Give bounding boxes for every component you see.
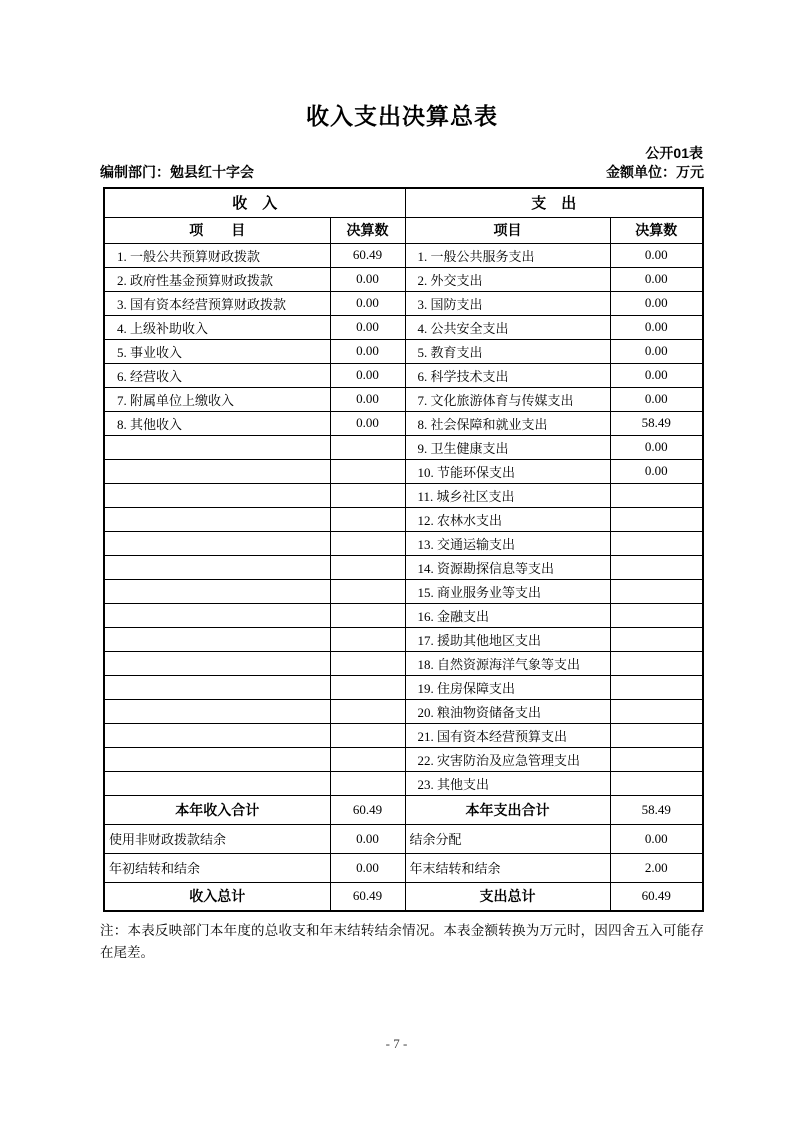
income-item-cell bbox=[104, 435, 330, 459]
expense-item-cell: 17. 援助其他地区支出 bbox=[405, 627, 610, 651]
table-row bbox=[104, 853, 703, 882]
income-item-cell bbox=[104, 627, 330, 651]
expense-item-cell: 支出总计 bbox=[405, 882, 610, 911]
page-number: - 7 - bbox=[385, 1036, 408, 1051]
expense-value-cell: 58.49 bbox=[610, 795, 703, 824]
expense-item-cell: 16. 金融支出 bbox=[405, 603, 610, 627]
income-value-cell bbox=[330, 483, 405, 507]
income-item-cell: 7. 附属单位上缴收入 bbox=[104, 387, 330, 411]
income-value-cell bbox=[330, 699, 405, 723]
income-value-header: 决算数 bbox=[330, 217, 405, 243]
income-value-cell bbox=[330, 531, 405, 555]
expense-value-cell bbox=[610, 507, 703, 531]
expense-value-cell bbox=[610, 675, 703, 699]
income-value-cell bbox=[330, 675, 405, 699]
table-row bbox=[104, 627, 703, 651]
income-value-cell: 0.00 bbox=[330, 315, 405, 339]
prepared-by-label: 编制部门：勉县红十字会 bbox=[100, 164, 254, 180]
table-row bbox=[104, 723, 703, 747]
income-value-cell: 0.00 bbox=[330, 339, 405, 363]
income-item-cell bbox=[104, 459, 330, 483]
expense-item-cell: 14. 资源勘探信息等支出 bbox=[405, 555, 610, 579]
income-item-cell bbox=[104, 531, 330, 555]
expense-value-cell bbox=[610, 627, 703, 651]
expense-section-header: 支 出 bbox=[405, 188, 703, 217]
income-item-cell bbox=[104, 483, 330, 507]
income-value-cell: 0.00 bbox=[330, 267, 405, 291]
expense-value-cell: 0.00 bbox=[610, 315, 703, 339]
income-value-cell bbox=[330, 747, 405, 771]
table-row bbox=[104, 603, 703, 627]
expense-item-cell: 4. 公共安全支出 bbox=[405, 315, 610, 339]
income-value-cell bbox=[330, 459, 405, 483]
income-value-cell bbox=[330, 507, 405, 531]
income-value-cell: 0.00 bbox=[330, 411, 405, 435]
income-item-header: 项 目 bbox=[104, 217, 330, 243]
table-row bbox=[104, 555, 703, 579]
expense-item-header: 项目 bbox=[405, 217, 610, 243]
table-row bbox=[104, 747, 703, 771]
table-row bbox=[104, 363, 703, 387]
income-item-cell bbox=[104, 555, 330, 579]
expense-value-cell: 0.00 bbox=[610, 267, 703, 291]
expense-item-cell: 15. 商业服务业等支出 bbox=[405, 579, 610, 603]
table-row bbox=[104, 387, 703, 411]
expense-item-cell: 22. 灾害防治及应急管理支出 bbox=[405, 747, 610, 771]
income-value-cell: 0.00 bbox=[330, 387, 405, 411]
expense-value-cell: 0.00 bbox=[610, 459, 703, 483]
expense-value-cell bbox=[610, 699, 703, 723]
table-row bbox=[104, 651, 703, 675]
income-value-cell: 60.49 bbox=[330, 795, 405, 824]
income-item-cell bbox=[104, 651, 330, 675]
table-row bbox=[104, 882, 703, 911]
section-header-row bbox=[104, 188, 703, 217]
footnote: 注：本表反映部门本年度的总收支和年末结转结余情况。本表金额转换为万元时，因四舍五入可能存在尾差。 bbox=[100, 923, 704, 960]
expense-value-cell bbox=[610, 747, 703, 771]
meta-row bbox=[100, 164, 704, 181]
expense-value-cell bbox=[610, 651, 703, 675]
income-item-cell: 收入总计 bbox=[104, 882, 330, 911]
income-value-cell bbox=[330, 627, 405, 651]
expense-value-cell: 0.00 bbox=[610, 824, 703, 853]
form-code-label: 公开01表 bbox=[645, 145, 703, 161]
expense-item-cell: 7. 文化旅游体育与传媒支出 bbox=[405, 387, 610, 411]
income-item-cell: 年初结转和结余 bbox=[104, 853, 330, 882]
amount-unit-label: 金额单位：万元 bbox=[606, 164, 704, 180]
expense-value-cell: 0.00 bbox=[610, 435, 703, 459]
expense-value-cell: 0.00 bbox=[610, 291, 703, 315]
expense-item-cell: 20. 粮油物资储备支出 bbox=[405, 699, 610, 723]
table-row bbox=[104, 699, 703, 723]
table-row bbox=[104, 291, 703, 315]
expense-item-cell: 23. 其他支出 bbox=[405, 771, 610, 795]
income-value-cell bbox=[330, 579, 405, 603]
expense-item-cell: 8. 社会保障和就业支出 bbox=[405, 411, 610, 435]
expense-value-cell: 0.00 bbox=[610, 387, 703, 411]
expense-value-cell: 0.00 bbox=[610, 339, 703, 363]
income-value-cell bbox=[330, 771, 405, 795]
income-item-cell bbox=[104, 723, 330, 747]
expense-value-cell bbox=[610, 579, 703, 603]
expense-item-cell: 18. 自然资源海洋气象等支出 bbox=[405, 651, 610, 675]
income-value-cell: 60.49 bbox=[330, 243, 405, 267]
table-row bbox=[104, 459, 703, 483]
income-value-cell: 0.00 bbox=[330, 824, 405, 853]
table-row bbox=[104, 507, 703, 531]
table-row bbox=[104, 824, 703, 853]
expense-item-cell: 12. 农林水支出 bbox=[405, 507, 610, 531]
income-item-cell: 本年收入合计 bbox=[104, 795, 330, 824]
income-item-cell: 3. 国有资本经营预算财政拨款 bbox=[104, 291, 330, 315]
income-item-cell: 5. 事业收入 bbox=[104, 339, 330, 363]
income-value-cell: 0.00 bbox=[330, 853, 405, 882]
table-row bbox=[104, 675, 703, 699]
expense-value-cell bbox=[610, 603, 703, 627]
expense-value-cell: 0.00 bbox=[610, 243, 703, 267]
expense-item-cell: 结余分配 bbox=[405, 824, 610, 853]
income-value-cell: 0.00 bbox=[330, 291, 405, 315]
income-item-cell bbox=[104, 675, 330, 699]
expense-value-cell: 58.49 bbox=[610, 411, 703, 435]
table-row bbox=[104, 483, 703, 507]
income-value-cell: 60.49 bbox=[330, 882, 405, 911]
table-row bbox=[104, 267, 703, 291]
expense-value-cell bbox=[610, 483, 703, 507]
expense-item-cell: 11. 城乡社区支出 bbox=[405, 483, 610, 507]
table-row bbox=[104, 411, 703, 435]
table-row bbox=[104, 243, 703, 267]
expense-value-cell: 2.00 bbox=[610, 853, 703, 882]
table-row bbox=[104, 795, 703, 824]
income-item-cell bbox=[104, 771, 330, 795]
expense-item-cell: 10. 节能环保支出 bbox=[405, 459, 610, 483]
column-header-row bbox=[104, 217, 703, 243]
income-item-cell: 6. 经营收入 bbox=[104, 363, 330, 387]
expense-value-cell bbox=[610, 723, 703, 747]
document-content bbox=[100, 103, 704, 964]
table-row bbox=[104, 435, 703, 459]
expense-item-cell: 6. 科学技术支出 bbox=[405, 363, 610, 387]
expense-item-cell: 本年支出合计 bbox=[405, 795, 610, 824]
income-item-cell bbox=[104, 747, 330, 771]
expense-item-cell: 年末结转和结余 bbox=[405, 853, 610, 882]
expense-item-cell: 13. 交通运输支出 bbox=[405, 531, 610, 555]
income-value-cell bbox=[330, 435, 405, 459]
expense-item-cell: 2. 外交支出 bbox=[405, 267, 610, 291]
expense-value-cell bbox=[610, 771, 703, 795]
table-row bbox=[104, 315, 703, 339]
income-item-cell bbox=[104, 507, 330, 531]
expense-item-cell: 21. 国有资本经营预算支出 bbox=[405, 723, 610, 747]
income-item-cell: 8. 其他收入 bbox=[104, 411, 330, 435]
table-body bbox=[104, 243, 703, 911]
income-item-cell: 1. 一般公共预算财政拨款 bbox=[104, 243, 330, 267]
table-row bbox=[104, 339, 703, 363]
expense-value-cell: 60.49 bbox=[610, 882, 703, 911]
expense-value-cell: 0.00 bbox=[610, 363, 703, 387]
income-value-cell bbox=[330, 651, 405, 675]
table-row bbox=[104, 531, 703, 555]
income-item-cell bbox=[104, 699, 330, 723]
table-row bbox=[104, 579, 703, 603]
expense-value-cell bbox=[610, 531, 703, 555]
expense-item-cell: 9. 卫生健康支出 bbox=[405, 435, 610, 459]
expense-value-cell bbox=[610, 555, 703, 579]
income-item-cell: 4. 上级补助收入 bbox=[104, 315, 330, 339]
income-value-cell bbox=[330, 723, 405, 747]
income-item-cell: 2. 政府性基金预算财政拨款 bbox=[104, 267, 330, 291]
expense-item-cell: 19. 住房保障支出 bbox=[405, 675, 610, 699]
income-value-cell: 0.00 bbox=[330, 363, 405, 387]
page-title: 收入支出决算总表 bbox=[306, 103, 498, 129]
income-item-cell: 使用非财政拨款结余 bbox=[104, 824, 330, 853]
income-value-cell bbox=[330, 603, 405, 627]
income-item-cell bbox=[104, 603, 330, 627]
table-row bbox=[104, 771, 703, 795]
income-value-cell bbox=[330, 555, 405, 579]
income-item-cell bbox=[104, 579, 330, 603]
expense-value-header: 决算数 bbox=[610, 217, 703, 243]
expense-item-cell: 5. 教育支出 bbox=[405, 339, 610, 363]
expense-item-cell: 3. 国防支出 bbox=[405, 291, 610, 315]
summary-table bbox=[103, 187, 704, 912]
income-section-header: 收 入 bbox=[104, 188, 405, 217]
expense-item-cell: 1. 一般公共服务支出 bbox=[405, 243, 610, 267]
